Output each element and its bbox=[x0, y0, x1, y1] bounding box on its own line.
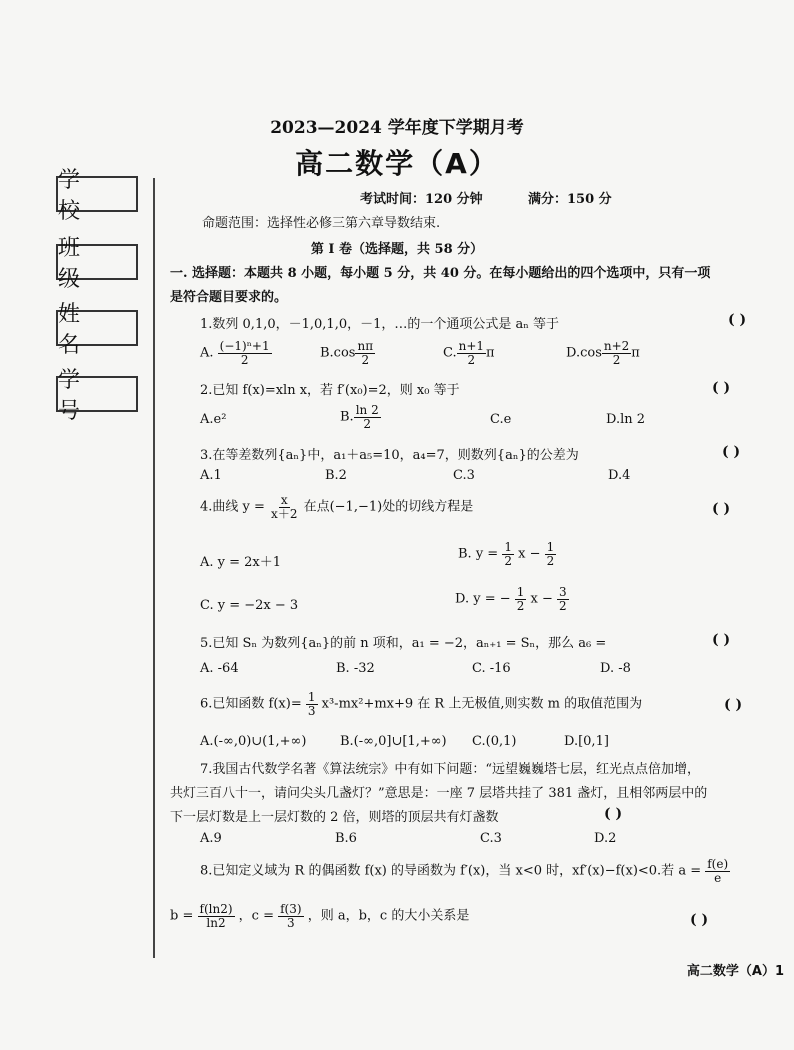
q1-stem: 1.数列 0,1,0，－1,0,1,0，－1，…的一个通项公式是 aₙ 等于 bbox=[200, 317, 560, 332]
q3-option-b: B.2 bbox=[325, 468, 347, 483]
q6-option-a: A.(-∞,0)∪(1,+∞) bbox=[200, 734, 307, 749]
q4-option-d: D. y = − $\frac{1}{2}$ x − $\frac{3}{2}$ bbox=[455, 585, 567, 613]
q7-option-d: D.2 bbox=[594, 831, 617, 846]
binding-line bbox=[153, 178, 155, 958]
exam-time: 考试时间：120 分钟 bbox=[360, 192, 483, 207]
q2-option-d: D.ln 2 bbox=[606, 412, 646, 427]
q8-line1: 8.已知定义域为 R 的偶函数 f(x) 的导函数为 f′(x)，当 x<0 时，xf′(x)−f(x)<0.若 a = $\frac{f(e)}{e}$ bbox=[200, 857, 729, 885]
q5-option-a: A. -64 bbox=[200, 661, 239, 676]
q4-stem: 4.曲线 y = $\frac{x}{x+2}$ 在点(−1,−1)处的切线方程是 bbox=[200, 493, 474, 521]
full-score: 满分：150 分 bbox=[528, 192, 612, 207]
q6-option-b: B.(-∞,0]∪[1,+∞) bbox=[340, 734, 447, 749]
q5-option-b: B. -32 bbox=[336, 661, 375, 676]
q8-answer-paren: ( ) bbox=[690, 912, 709, 928]
q6-option-d: D.[0,1] bbox=[564, 734, 609, 749]
q1-option-b: B.cos $\frac{n\pi}{2}$ bbox=[320, 339, 374, 367]
q4-option-b: B. y = $\frac{1}{2}$ x − $\frac{1}{2}$ bbox=[458, 540, 555, 568]
q1-option-a: A. $\frac{\text{(−1)ⁿ+1}}{2}$ bbox=[200, 339, 270, 367]
q7-option-c: C.3 bbox=[480, 831, 502, 846]
q3-option-d: D.4 bbox=[608, 468, 631, 483]
name-label: 姓 名 bbox=[58, 302, 91, 358]
q2-option-c: C.e bbox=[490, 412, 512, 427]
q1-option-d: D.cos $\frac{n+2}{2}$ π bbox=[566, 339, 640, 367]
q7-option-b: B.6 bbox=[335, 831, 357, 846]
q2-option-a: A.e² bbox=[200, 412, 227, 427]
q3-option-a: A.1 bbox=[200, 468, 222, 483]
q8-line2: b = $\frac{f(\ln 2)}{\ln 2}$ ，c = $\frac{f(3)}{3}$ ，则 a，b，c 的大小关系是 bbox=[170, 902, 470, 930]
q2-option-b: B. $\frac{\ln 2}{2}$ bbox=[340, 403, 379, 431]
q4-answer-paren: ( ) bbox=[712, 501, 731, 517]
q3-stem: 3.在等差数列{aₙ}中，a₁＋a₅=10，a₄=7，则数列{aₙ}的公差为 bbox=[200, 448, 579, 463]
q1-answer-paren: ( ) bbox=[728, 312, 747, 328]
page-footer: 高二数学（A）1 bbox=[686, 964, 784, 979]
q1-option-c: C. $\frac{n+1}{2}$ π bbox=[443, 339, 495, 367]
q2-answer-paren: ( ) bbox=[712, 380, 731, 396]
q7-line1: 7.我国古代数学名著《算法统宗》中有如下问题：“远望巍巍塔七层，红光点点倍加增， bbox=[200, 762, 701, 777]
q4-option-a: A. y = 2x＋1 bbox=[200, 555, 282, 570]
exam-scope: 命题范围：选择性必修三第六章导数结束. bbox=[202, 216, 441, 231]
student-id-label: 学 号 bbox=[58, 368, 91, 424]
q5-option-d: D. -8 bbox=[600, 661, 631, 676]
section-intro-line2: 是符合题目要求的。 bbox=[170, 290, 288, 305]
name-label-box bbox=[56, 302, 138, 358]
part-title: 第 I 卷（选择题，共 58 分） bbox=[310, 242, 484, 257]
q6-answer-paren: ( ) bbox=[724, 697, 743, 713]
q6-option-c: C.(0,1) bbox=[472, 734, 517, 749]
q5-answer-paren: ( ) bbox=[712, 632, 731, 648]
q3-answer-paren: ( ) bbox=[722, 444, 741, 460]
school-label: 学 校 bbox=[58, 168, 91, 224]
q7-answer-paren: ( ) bbox=[604, 806, 623, 822]
q2-stem: 2.已知 f(x)=xln x，若 f′(x₀)=2，则 x₀ 等于 bbox=[200, 383, 460, 398]
q7-option-a: A.9 bbox=[200, 831, 222, 846]
q4-option-c: C. y = −2x − 3 bbox=[200, 598, 299, 613]
student-id-label-box bbox=[56, 368, 138, 424]
q3-option-c: C.3 bbox=[453, 468, 475, 483]
exam-title: 2023—2024 学年度下学期月考 bbox=[270, 118, 524, 138]
section-intro-line1: 一. 选择题：本题共 8 小题，每小题 5 分，共 40 分。在每小题给出的四个选项中，只有一项 bbox=[170, 266, 711, 281]
subject-title: 高二数学（A） bbox=[295, 147, 499, 180]
class-label: 班 级 bbox=[58, 236, 91, 292]
q7-line2: 共灯三百八十一，请问尖头几盏灯？”意思是：一座 7 层塔共挂了 381 盏灯，且相邻两层中的 bbox=[170, 786, 708, 801]
q5-option-c: C. -16 bbox=[472, 661, 511, 676]
q5-stem: 5.已知 Sₙ 为数列{aₙ}的前 n 项和，a₁ = −2，aₙ₊₁ = Sₙ，那么 a₆ = bbox=[200, 636, 607, 651]
q7-line3: 下一层灯数是上一层灯数的 2 倍，则塔的顶层共有灯盏数 bbox=[170, 810, 499, 825]
q6-stem: 6.已知函数 f(x)= $\frac{1}{3}$ x³-mx²+mx+9 在 R 上无极值,则实数 m 的取值范围为 bbox=[200, 690, 643, 718]
